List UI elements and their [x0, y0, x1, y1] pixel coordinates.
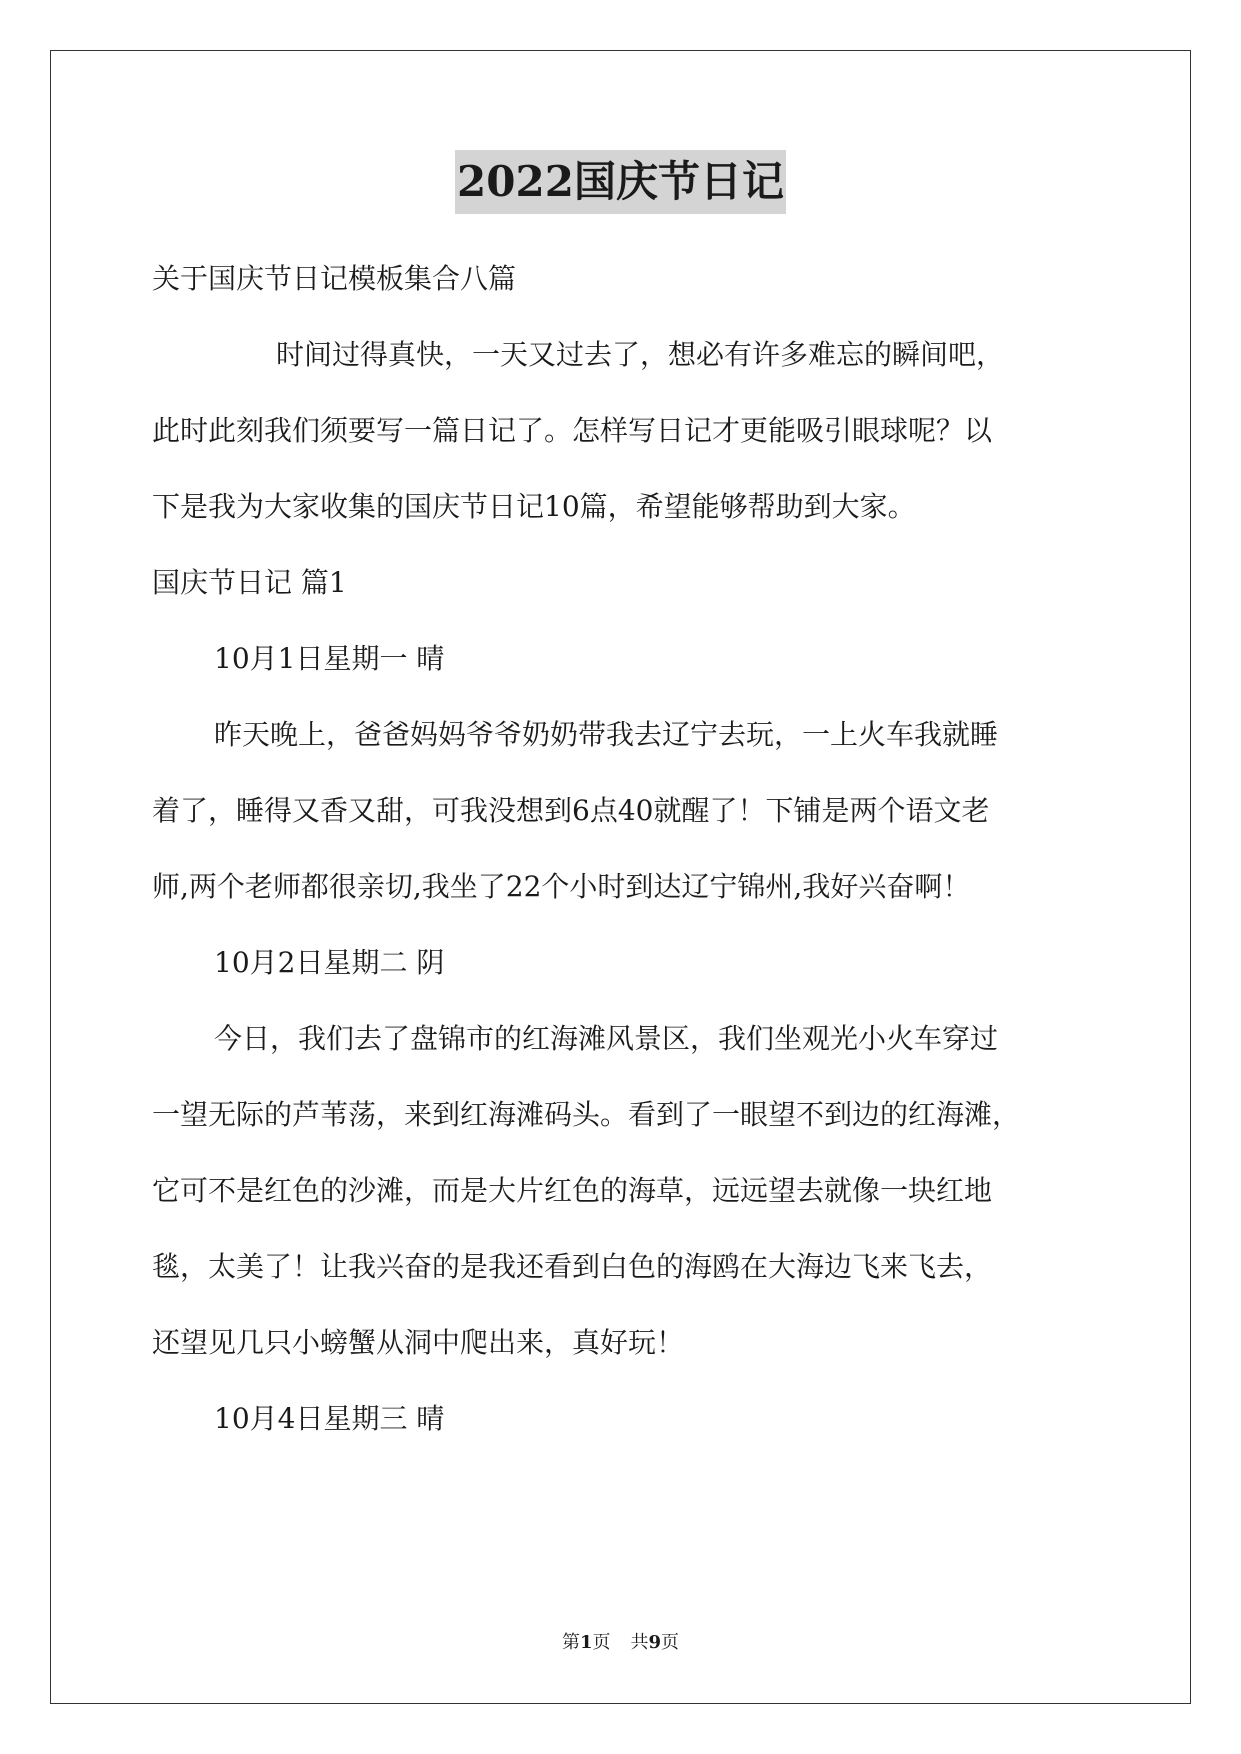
footer-page-prefix: 第	[561, 1632, 580, 1653]
text-line: 10月4日星期三 晴	[214, 1402, 445, 1435]
text-line: 10月2日星期二 阴	[214, 946, 445, 979]
text-line: 时间过得真快，一天又过去了，想必有许多难忘的瞬间吧，	[276, 338, 1005, 371]
document-title: 2022国庆节日记	[455, 150, 786, 214]
text-line: 下是我为大家收集的国庆节日记10篇，希望能够帮助到大家。	[152, 490, 916, 523]
text-line: 着了，睡得又香又甜，可我没想到6点40就醒了！下铺是两个语文老	[152, 794, 990, 827]
text-line: 昨天晚上，爸爸妈妈爷爷奶奶带我去辽宁去玩，一上火车我就睡	[214, 718, 999, 751]
text-line: 此时此刻我们须要写一篇日记了。怎样写日记才更能吸引眼球呢？以	[152, 414, 993, 447]
text-line: 10月1日星期一 晴	[214, 642, 445, 675]
footer-total-suffix: 页	[661, 1632, 680, 1653]
footer-total-prefix: 共	[630, 1632, 649, 1653]
text-line: 它可不是红色的沙滩，而是大片红色的海草，远远望去就像一块红地	[152, 1174, 993, 1207]
text-line: 国庆节日记 篇1	[152, 566, 347, 599]
text-line: 一望无际的芦苇荡，来到红海滩码头。看到了一眼望不到边的红海滩，	[152, 1098, 1021, 1131]
footer-page-suffix: 页	[592, 1632, 611, 1653]
text-line: 还望见几只小螃蟹从洞中爬出来，真好玩！	[152, 1326, 685, 1359]
footer-page-total: 9	[648, 1632, 662, 1653]
page-footer	[0, 1628, 1241, 1654]
text-line: 师,两个老师都很亲切,我坐了22个小时到达辽宁锦州,我好兴奋啊！	[152, 870, 971, 903]
text-line: 今日，我们去了盘锦市的红海滩风景区，我们坐观光小火车穿过	[214, 1022, 999, 1055]
text-line: 关于国庆节日记模板集合八篇	[152, 262, 517, 295]
document-body	[152, 241, 1097, 1457]
title-container	[0, 150, 1241, 214]
footer-page-current: 1	[579, 1632, 593, 1653]
text-line: 毯，太美了！让我兴奋的是我还看到白色的海鸥在大海边飞来飞去，	[152, 1250, 993, 1283]
